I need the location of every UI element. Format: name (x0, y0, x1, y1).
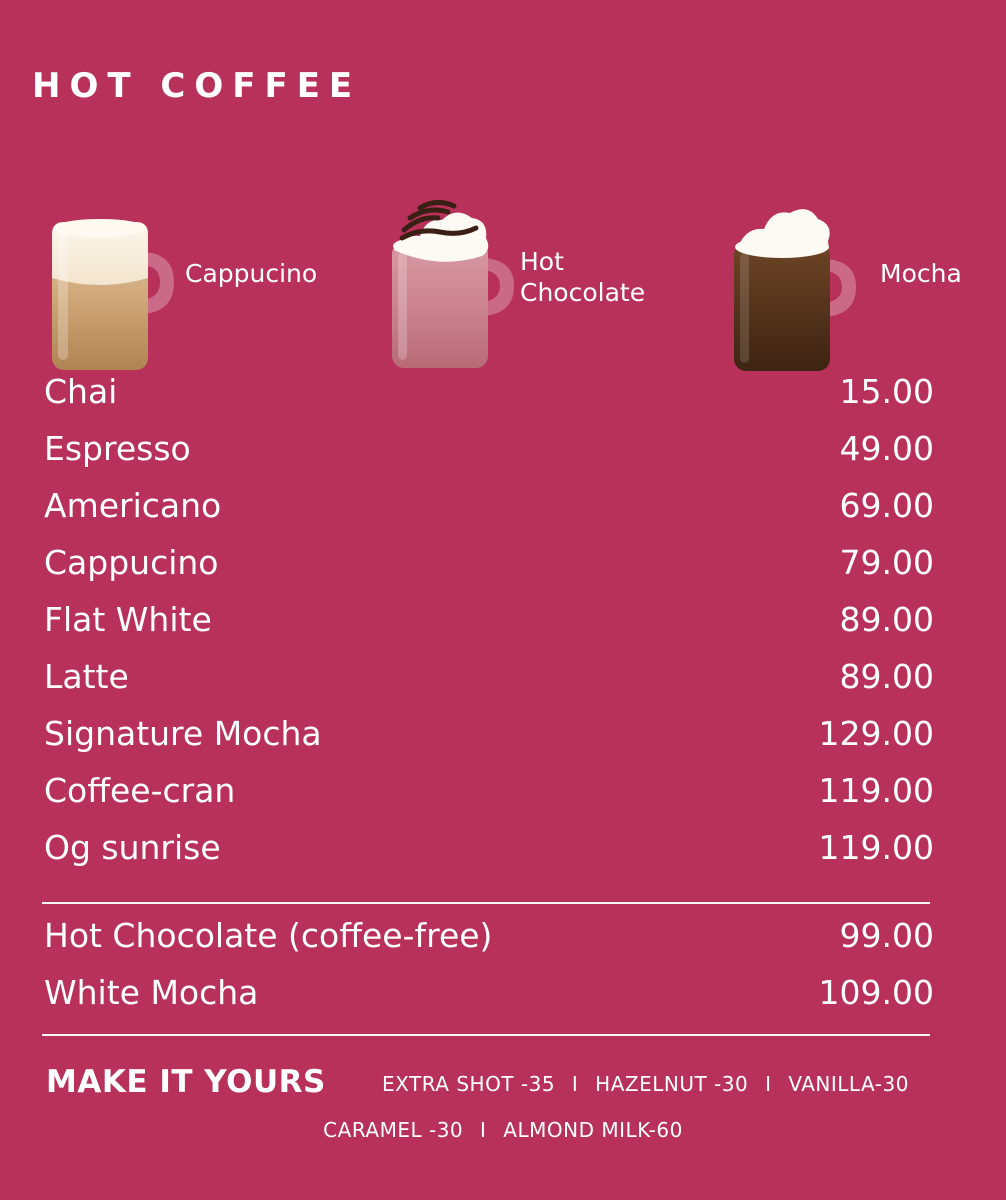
menu-row (0, 973, 1006, 1030)
hero-image-row (0, 180, 1006, 375)
menu-row (0, 543, 1006, 600)
footer-line-1 (0, 1060, 1006, 1106)
menu-item-name: Chai (44, 372, 118, 411)
hot-chocolate-mug-icon (380, 180, 520, 375)
menu-item-price: 49.00 (839, 429, 934, 468)
menu-item-name: Coffee-cran (44, 771, 236, 810)
menu-item-price: 109.00 (818, 973, 934, 1012)
menu-item-price: 119.00 (818, 828, 934, 867)
addon-extra-shot: EXTRA SHOT -35 (382, 1072, 556, 1096)
menu-item-name: Og sunrise (44, 828, 221, 867)
menu-item-price: 79.00 (839, 543, 934, 582)
page-title: HOT COFFEE (32, 66, 362, 106)
menu-item-name: Flat White (44, 600, 212, 639)
hero-label-hot-chocolate (520, 246, 645, 309)
menu-row (0, 486, 1006, 543)
addon-caramel: CARAMEL -30 (323, 1118, 464, 1142)
menu-row (0, 657, 1006, 714)
addons-line-1 (382, 1072, 909, 1096)
footer (0, 1060, 1006, 1142)
menu-item-price: 69.00 (839, 486, 934, 525)
menu-item-price: 89.00 (839, 600, 934, 639)
menu-row (0, 828, 1006, 885)
addon-separator: I (571, 1072, 579, 1096)
menu-row (0, 372, 1006, 429)
addon-hazelnut: HAZELNUT -30 (595, 1072, 749, 1096)
make-it-yours-heading: MAKE IT YOURS (46, 1064, 326, 1100)
menu-coffee-free-list (0, 916, 1006, 1030)
menu-item-name: Espresso (44, 429, 191, 468)
menu-row (0, 714, 1006, 771)
hero-item-cappucino (40, 180, 340, 375)
hero-label-mocha: Mocha (880, 259, 962, 288)
menu-row (0, 916, 1006, 973)
menu-item-name: Hot Chocolate (coffee-free) (44, 916, 493, 955)
addon-separator: I (765, 1072, 772, 1096)
hero-label-hot-chocolate-line2: Chocolate (520, 278, 646, 308)
addon-vanilla: VANILLA-30 (788, 1072, 909, 1096)
menu-item-price: 119.00 (818, 771, 934, 810)
menu-item-name: Latte (44, 657, 129, 696)
menu-item-price: 89.00 (839, 657, 934, 696)
menu-item-name: White Mocha (44, 973, 259, 1012)
menu-item-name: Americano (44, 486, 222, 525)
addon-almond-milk: ALMOND MILK-60 (503, 1118, 683, 1142)
section-divider-top (42, 902, 930, 904)
addon-separator: I (480, 1118, 487, 1142)
menu-row (0, 429, 1006, 486)
cappuccino-mug-icon (40, 200, 180, 375)
hero-label-hot-chocolate-line1: Hot (520, 247, 564, 276)
menu-row (0, 771, 1006, 828)
hero-item-hot-chocolate (380, 180, 680, 375)
menu-main-list (0, 372, 1006, 885)
menu-item-name: Signature Mocha (44, 714, 322, 753)
menu-item-price: 99.00 (839, 916, 934, 955)
menu-item-name: Cappucino (44, 543, 219, 582)
hero-label-cappucino: Cappucino (185, 259, 318, 288)
menu-item-price: 129.00 (818, 714, 934, 753)
mocha-mug-icon (722, 185, 862, 375)
menu-row (0, 600, 1006, 657)
section-divider-bottom (42, 1034, 930, 1036)
addons-line-2 (0, 1118, 1006, 1142)
menu-item-price: 15.00 (839, 372, 934, 411)
hero-item-mocha (722, 180, 1002, 375)
